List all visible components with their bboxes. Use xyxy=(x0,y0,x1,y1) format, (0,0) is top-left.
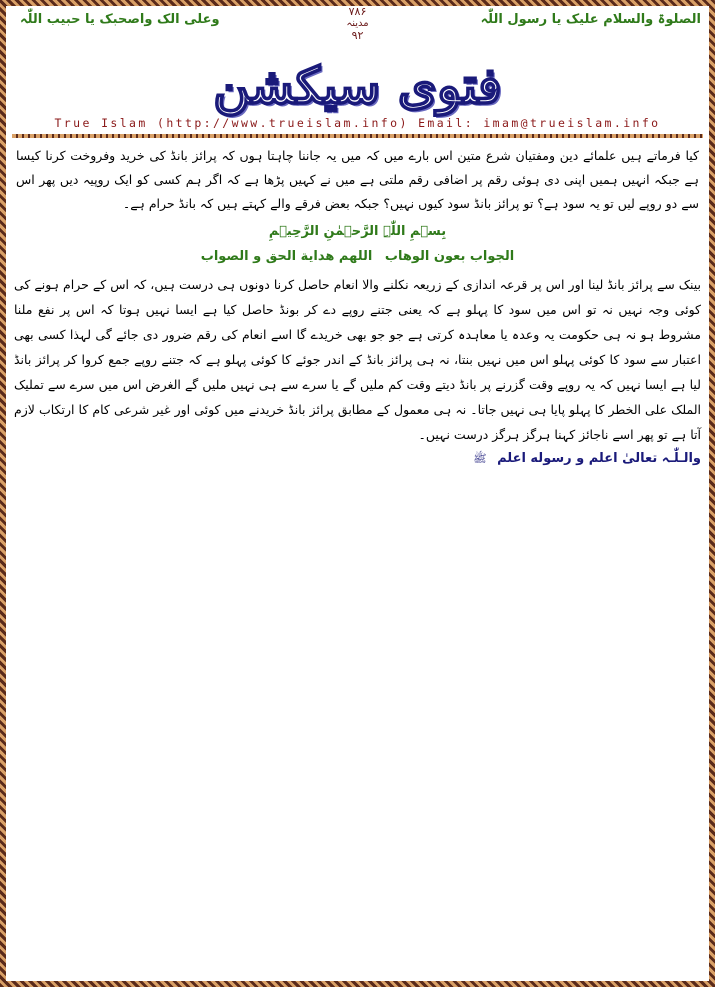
answer-text: بینک سے پرائز بانڈ لینا اور اس پر قرعہ اندازی کے زریعہ نکلنے والا انعام حاصل کرنا دونوں ہی درست ہیں، کہ اس کے حرام ہونے کی کوئی وجہ نہیں نہ تو اس میں سود کا پہلو ہے کہ یعنی جتنے روپے دے کر بونڈ حاصل کیا ہے ایسا نہیں ہوتا کہ اس پر نفع ملنا مشروط ہو نہ ہی حکومت یہ وعدہ یا معاہدہ کرتی ہے جو جو بھی خریدے گا اسے انعام کی رقم ضرور دی جائے گی لہذا کسی بھی اعتبار سے سود کا کوئی پہلو اس میں نہیں بنتا، نہ ہی پرائز بانڈ کے اندر جوئے کا کوئی پہلو ہے کہ جتنے روپے جمع کروا کر پرائز بانڈ لیا ہے ایسا نہیں کہ یہ روپے وقت گزرنے پر بانڈ دیتے وقت کم ملیں گے یا سرے سے ہی نہیں ملیں گے الغرض اس میں سرے سے تملیک الملک علی الخطر کا پہلو پایا ہی نہیں جاتا۔ نہ ہی معمول کے مطابق پرائز بانڈ خریدنے میں کوئی اور غیر شرعی کام کا ارتکاب لازم آتا ہے تو پھر اسے ناجائز کہنا ہرگز ہرگز درست نہیں۔ xyxy=(14,277,701,442)
divider xyxy=(12,134,703,138)
page-title: فتوی سیکشن xyxy=(213,56,502,115)
number-786: ۷۸۶ xyxy=(348,5,367,18)
contact-line: True Islam (http://www.trueislam.info) Email: imam@trueislam.info xyxy=(54,116,661,130)
bismillah: بِسۡمِ اللّٰہِ الرَّحۡمٰنِ الرَّحِیۡمِ xyxy=(268,224,447,239)
question-text: کیا فرماتے ہیں علمائے دین ومفتیان شرع متین اس بارے میں کہ میں یہ جاننا چاہتا ہوں کہ پرائز بانڈ کی خرید وفروخت کرنا کیسا ہے جبکہ انہیں ہمیں اپنی دی ہوئی رقم پر اضافی رقم ملتی ہے میں نے کہیں پڑھا ہے کہ اگر ہم کسی کو ایک روپیہ دیں پھر اس سے دو روپے لیں تو یہ سود ہے؟ تو پرائز بانڈ سود کیوں نہیں؟ جبکہ بعض فرقے والے کہتے ہیں کہ بانڈ حرام ہے۔ xyxy=(16,148,699,211)
title-banner xyxy=(6,56,709,116)
number-92: ۹۲ xyxy=(351,29,364,42)
madani-label: مدینہ xyxy=(346,18,369,29)
page-header xyxy=(6,6,709,50)
honorific-glyph: ﷺ xyxy=(473,452,487,465)
closing-line xyxy=(6,451,709,468)
closing-text: والـلّٰـہ تعالیٰ اعلم و رسوله اعلم xyxy=(497,451,701,466)
salutation-left: وعلی الک واصحبک یا حبیب اللّٰہ xyxy=(20,12,220,27)
answer-heading-part-1: الجواب بعون الوهاب xyxy=(384,249,515,264)
answer-heading xyxy=(6,249,709,264)
salutation-right: الصلوۃ والسلام علیک یا رسول اللّٰہ xyxy=(480,12,701,27)
answer-heading-part-2: اللهم هداية الحق و الصواب xyxy=(200,249,373,264)
